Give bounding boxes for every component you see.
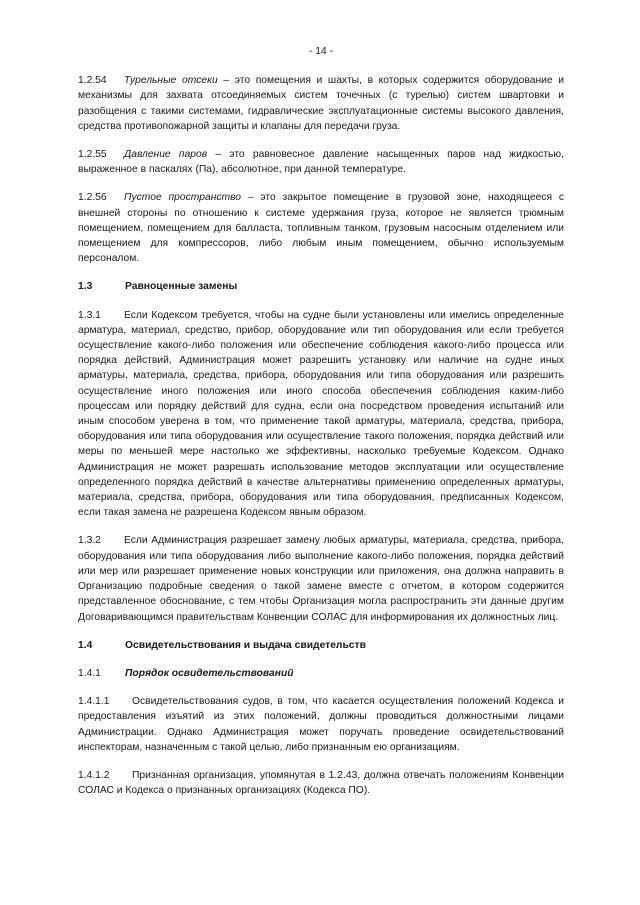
section-title: Равноценные замены — [125, 281, 238, 293]
paragraph-text: Если Кодексом требуется, чтобы на судне были установлены или имелись определенные арматура, материал, средство, прибор, оборудование или тип оборудования или если требуется осуществление какого-либо положения или обеспечение соблюдения какого-либо процесса или порядка действий, Администрация может разрешить установку или наличие на судне иных арматуры, материала, средства, прибора, оборудования или типа оборудования или разрешить осуществление иного положения или иного способа обеспечения соблюдения каким-либо процессам или порядку действий для судна, если она посредством проведения испытаний или иным способом уверена в том, что применение такой арматуры, материала, средства, прибора, оборудования или типа оборудования или осуществление такого положения, порядка действий или меры по меньшей мере настолько же эффективны, насколько требуемые Кодексом. Однако Администрация не может разрешать использование методов эксплуатации или осуществление определенного порядка действий в качестве альтернативы применению определенных арматуры, материала, средства, прибора, оборудования или типа оборудования, предписанных Кодексом, если такая замена не разрешена Кодексом явным образом. — [78, 309, 564, 519]
definition-paragraph — [78, 190, 564, 266]
section-title: Освидетельствования и выдача свидетельств — [125, 639, 366, 651]
definition-text: – это равновесное давление насыщенных паров над жидкостью, выраженное в паскалях (Па), абсолютное, при данной температуре. — [78, 149, 564, 176]
defined-term: Давление паров — [124, 149, 208, 161]
paragraph-number: 1.2.56 — [78, 192, 107, 204]
paragraph-number: 1.2.55 — [78, 149, 107, 161]
defined-term: Пустое пространство — [124, 192, 241, 204]
paragraph-number: 1.2.54 — [78, 75, 107, 87]
paragraph-number: 1.4.1.1 — [78, 696, 110, 708]
section-number: 1.4 — [78, 639, 93, 651]
body-paragraph — [78, 768, 564, 798]
definition-text: – это помещения и шахты, в которых содержится оборудование и механизмы для захвата отсоединяемых систем точечных (с турелью) систем швартовки и разобщения с такими системами, гидравлические эксплуатационные системы высокого давления, средства противопожарной защиты и клапаны для передачи груза. — [78, 75, 565, 132]
document-page — [78, 44, 564, 811]
section-heading-1-3 — [78, 279, 564, 294]
definition-text: – это закрытое помещение в грузовой зоне, находящееся с внешней стороны по отношению к системе удержания груза, которое не является трюмным помещением, помещением для балласта, топливным танком, грузовым насосным отделением или помещением для компрессоров, либо любым иным помещением, обычно используемым персоналом. — [78, 192, 565, 265]
definition-paragraph — [78, 73, 564, 134]
defined-term: Турельные отсеки — [124, 75, 218, 87]
definition-paragraph — [78, 147, 564, 177]
paragraph-text: Освидетельствования судов, в том, что касается осуществления положений Кодекса и предоставления изъятий из этих положений, должны проводиться должностными лицами Администрации. Однако Администрация может поручать проведение освидетельствований инспекторам, назначенным с такой целью, либо признанным ею организациям. — [78, 696, 564, 753]
paragraph-number: 1.3.1 — [78, 309, 101, 321]
subsection-heading-1-4-1 — [78, 666, 564, 681]
paragraph-text: Если Администрация разрешает замену любых арматуры, материала, средства, прибора, оборудования или типа оборудования либо выполнение какого-либо положения, порядка действий или мер или разрешает применение новых конструкции или приложения, она должна направить в Организацию подробные сведения о такой замене вместе с отчетом, в котором содержится представленное обоснование, с тем чтобы Организация могла распространить эти данные другим Договаривающимся правительствам Конвенции СОЛАС для информирования их должностных лиц. — [78, 535, 564, 623]
subsection-number: 1.4.1 — [78, 667, 101, 679]
body-paragraph — [78, 308, 564, 521]
paragraph-number: 1.4.1.2 — [78, 769, 110, 781]
paragraph-text: Признанная организация, упомянутая в 1.2.43, должна отвечать положениям Конвенции СОЛАС и Кодекса о признанных организациях (Кодекса ПО). — [78, 769, 564, 797]
subsection-title: Порядок освидетельствований — [125, 667, 294, 679]
page-number: - 14 - — [308, 46, 334, 57]
paragraph-number: 1.3.2 — [78, 535, 101, 547]
section-heading-1-4 — [78, 638, 564, 653]
body-paragraph — [78, 694, 564, 755]
section-number: 1.3 — [78, 281, 93, 293]
body-paragraph — [78, 533, 564, 624]
